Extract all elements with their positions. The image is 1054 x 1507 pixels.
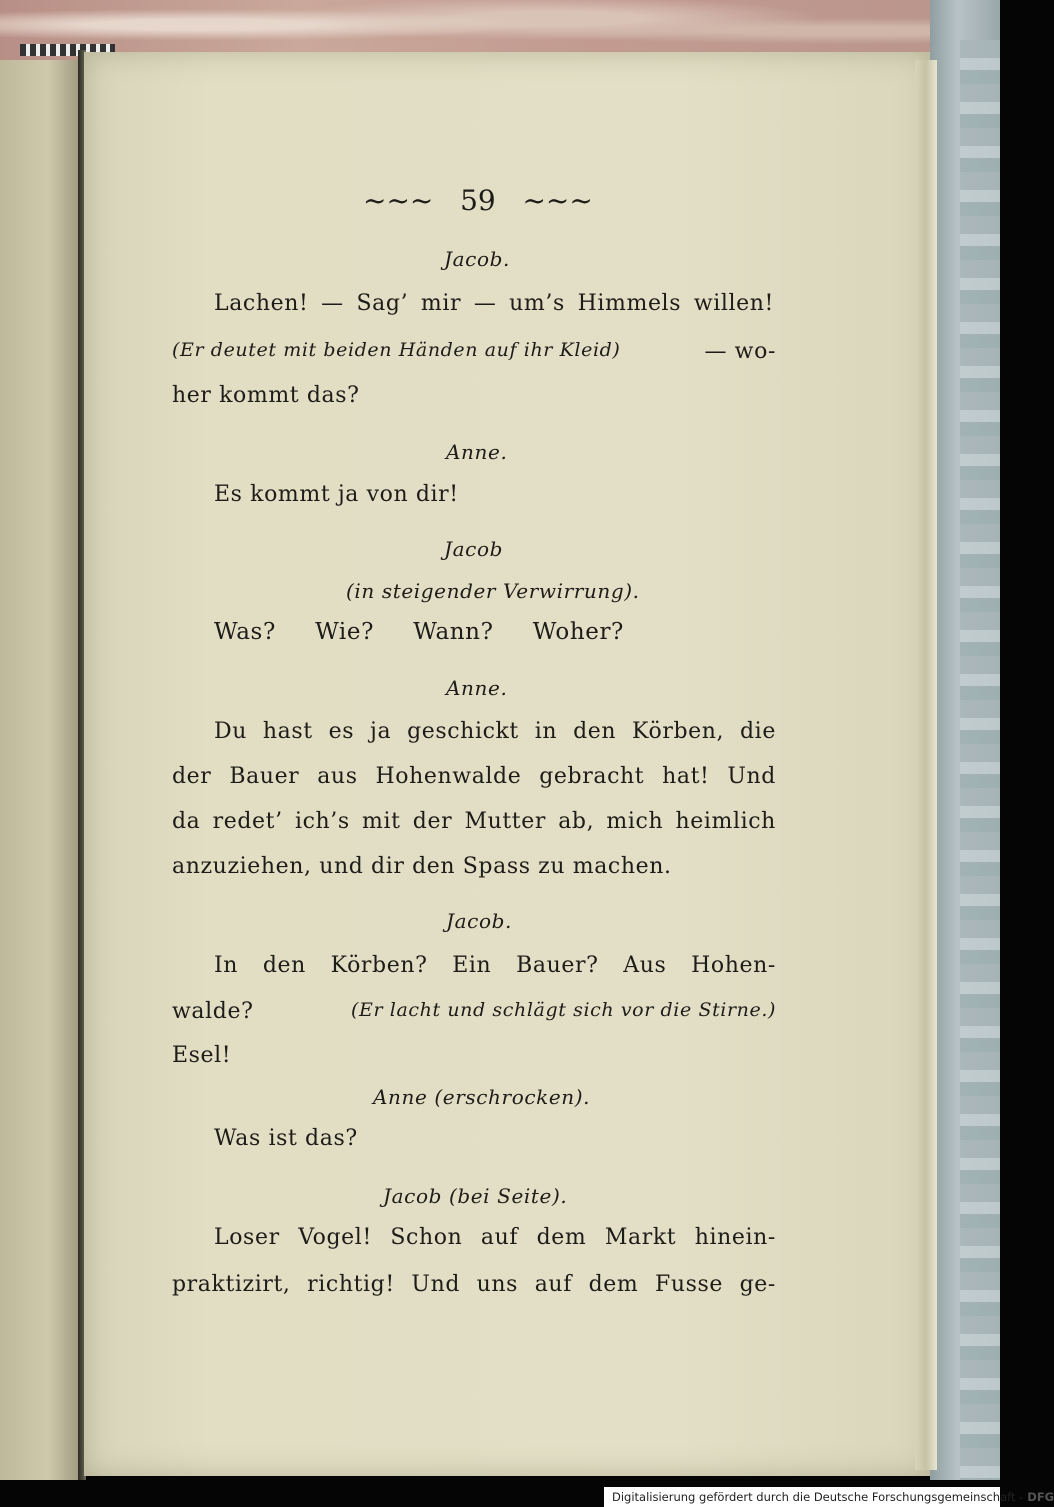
word: ge- (739, 1272, 776, 1297)
word: den (262, 953, 306, 978)
word: — wo- (704, 339, 776, 364)
word: Sag’ (356, 291, 409, 316)
text-line: her kommt das? (172, 383, 360, 408)
text-line (172, 999, 776, 1024)
speaker-name: Anne. (446, 440, 508, 464)
word: Körben, (632, 719, 725, 744)
word: um’s (509, 291, 565, 316)
word: Woher? (532, 619, 624, 645)
word: hinein- (694, 1225, 776, 1250)
word: redet’ (212, 809, 283, 834)
text-line (214, 291, 774, 316)
speaker-name: Jacob (bei Seite). (383, 1184, 568, 1208)
word: dem (536, 1225, 587, 1250)
text-line: Was ist das? (214, 1126, 358, 1151)
word: praktizirt, (172, 1272, 291, 1297)
ornament-right: ~~~ (522, 184, 593, 217)
text-line: Esel! (172, 1043, 232, 1068)
word: In (214, 953, 239, 978)
word: geschickt (407, 719, 519, 744)
text-line (214, 619, 624, 645)
word: ja (370, 719, 392, 744)
word: Wie? (315, 619, 375, 645)
word: Du (214, 719, 248, 744)
word: hat! (662, 764, 710, 789)
speaker-name: Jacob. (446, 909, 512, 933)
word: Bauer (229, 764, 300, 789)
word: willen! (693, 291, 774, 316)
word: Und (727, 764, 776, 789)
word: Vogel! (298, 1225, 372, 1250)
digitization-footer (604, 1487, 1054, 1507)
footer-text: Digitalisierung gefördert durch die Deutsche Forschungsgemeinschaft - (612, 1490, 1024, 1504)
speaker-name: Jacob. (444, 247, 510, 271)
word: mir (420, 291, 462, 316)
word: Ein (452, 953, 492, 978)
text-line (172, 764, 776, 789)
word: — (321, 291, 344, 316)
word: Hohenwalde (375, 764, 522, 789)
speaker-name: Anne (erschrocken). (373, 1085, 591, 1109)
word: aus (317, 764, 358, 789)
word: Schon (390, 1225, 463, 1250)
text-line (172, 339, 776, 364)
word: die (740, 719, 776, 744)
text-line: Es kommt ja von dir! (214, 482, 459, 507)
word: den (573, 719, 617, 744)
word: richtig! (307, 1272, 395, 1297)
word: Hohen- (691, 953, 776, 978)
word: Körben? (330, 953, 428, 978)
word: Wann? (413, 619, 494, 645)
dfg-logo: DFG (1027, 1490, 1054, 1504)
text-line (172, 809, 776, 834)
text-line (214, 719, 776, 744)
word: uns (476, 1272, 519, 1297)
word: Markt (604, 1225, 677, 1250)
text-line (214, 953, 776, 978)
word: hast (262, 719, 313, 744)
word: Mutter (464, 809, 546, 834)
word: ich’s (294, 809, 350, 834)
word: — (473, 291, 497, 316)
word: auf (480, 1225, 519, 1250)
word: Aus (623, 953, 667, 978)
text-line: anzuziehen, und dir den Spass zu machen. (172, 854, 672, 879)
word: in (534, 719, 558, 744)
word: mich (606, 809, 664, 834)
word: Was? (214, 619, 276, 645)
stage-direction: (Er lacht und schlägt sich vor die Stirne.) (350, 999, 776, 1021)
speaker-name: Jacob (444, 537, 503, 561)
page-header (363, 184, 593, 217)
text-line (214, 1225, 776, 1250)
word: Himmels (577, 291, 682, 316)
word: Lachen! (214, 291, 309, 316)
word: dem (588, 1272, 639, 1297)
word: gebracht (539, 764, 645, 789)
word: da (172, 809, 201, 834)
ornament-left: ~~~ (363, 184, 434, 217)
word: Bauer? (516, 953, 599, 978)
text-line (172, 1272, 776, 1297)
word: der (412, 809, 453, 834)
word: Und (411, 1272, 461, 1297)
word: heimlich (675, 809, 776, 834)
word: Fusse (654, 1272, 723, 1297)
word: Loser (214, 1225, 280, 1250)
word: ab, (558, 809, 595, 834)
page-number: 59 (460, 184, 496, 217)
stage-direction: (Er deutet mit beiden Händen auf ihr Kleid) (172, 339, 621, 361)
word: walde? (172, 999, 254, 1024)
stage-direction: (in steigender Verwirrung). (346, 579, 640, 603)
word: der (172, 764, 212, 789)
word: mit (362, 809, 401, 834)
word: auf (534, 1272, 572, 1297)
word: es (328, 719, 355, 744)
speaker-name: Anne. (446, 676, 508, 700)
